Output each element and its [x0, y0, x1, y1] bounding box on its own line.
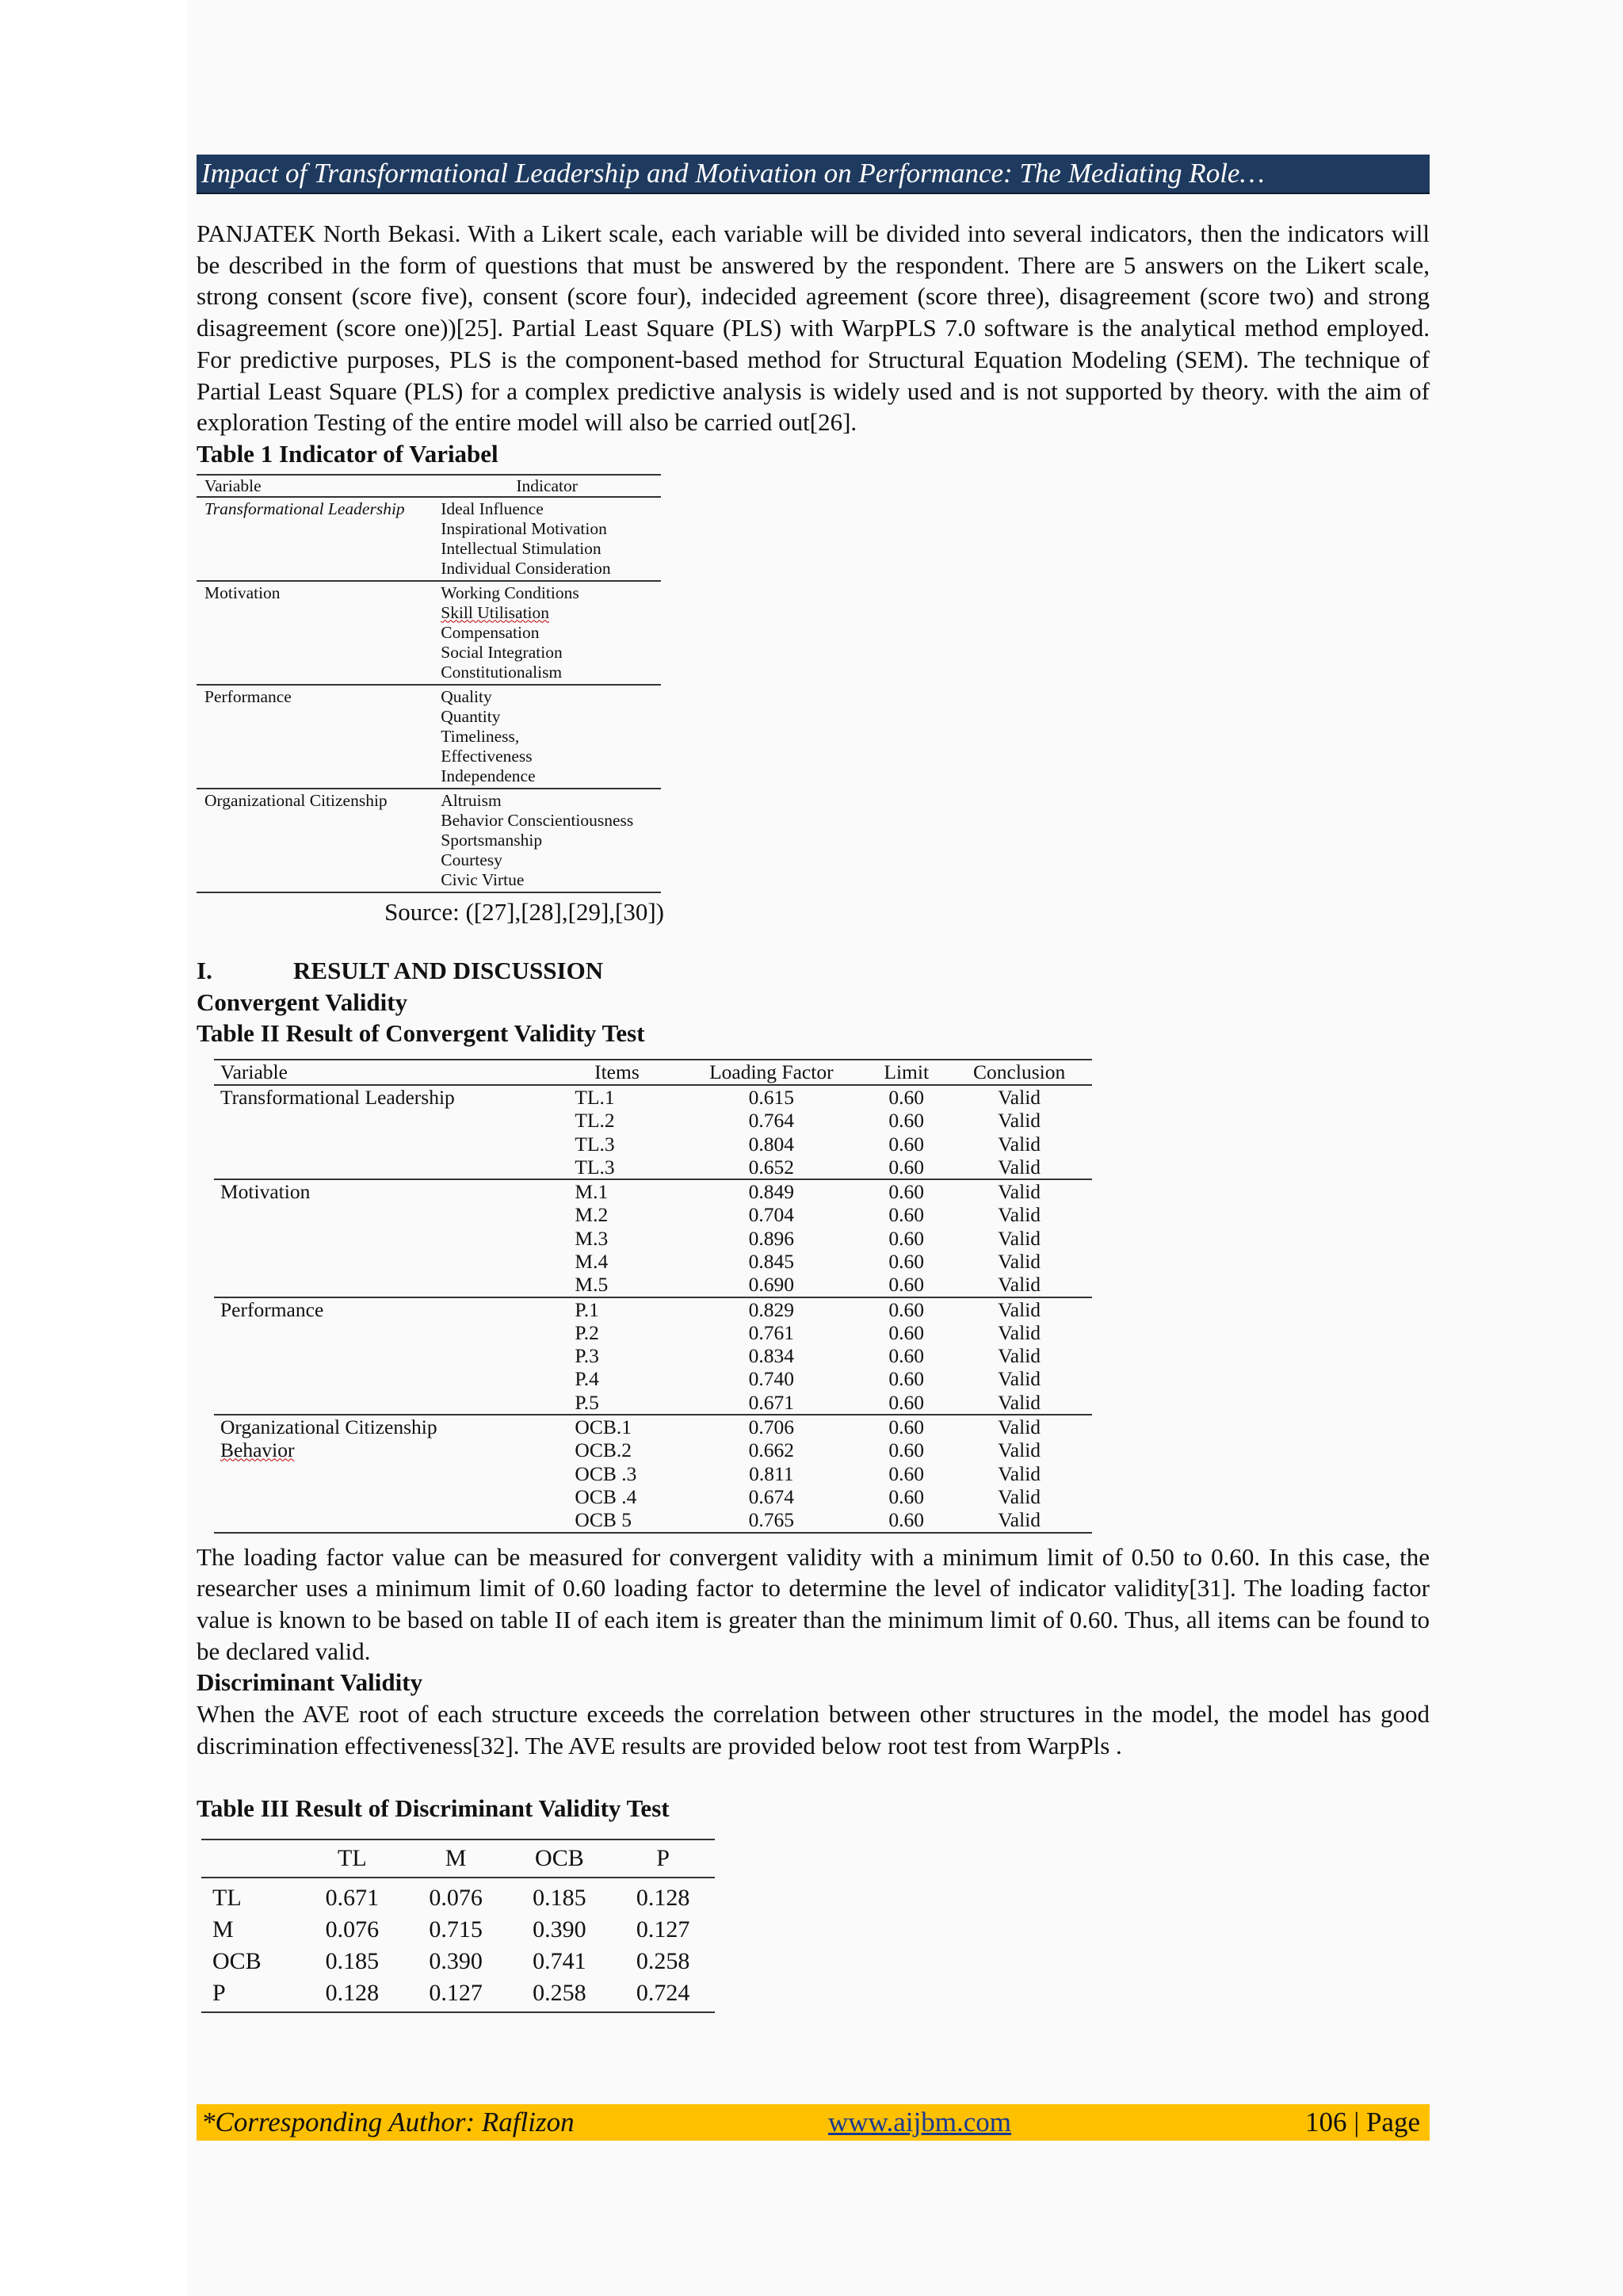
table1-group-row: [197, 789, 661, 892]
table1-indicator: Skill Utilisation: [441, 603, 550, 623]
table-row: [214, 1508, 1092, 1532]
table2-item: TL.3: [557, 1156, 676, 1179]
table1-variable-cell: Organizational Citizenship: [197, 789, 433, 892]
table2-col-variable: Variable: [214, 1060, 557, 1085]
table2-loading-factor: 0.811: [749, 1461, 794, 1485]
table2-limit: 0.60: [888, 1438, 925, 1462]
table2-col-items: Items: [557, 1060, 676, 1085]
table1-indicator: Altruism: [441, 791, 502, 811]
table2-loading-factor: 0.615: [748, 1085, 795, 1109]
table2-conclusion: Valid: [998, 1367, 1041, 1391]
table3-header-row: [201, 1839, 715, 1878]
table2-variable-cell: [214, 1109, 557, 1132]
table2-variable-cell: Transformational Leadership: [220, 1085, 455, 1109]
table2-item: M.2: [575, 1203, 609, 1227]
table3-row-header: OCB: [212, 1947, 262, 1974]
table1-indicator: Civic Virtue: [441, 870, 525, 890]
table-row: [214, 1250, 1092, 1273]
table3-cell: 0.076: [429, 1884, 483, 1911]
table2-variable-cell: [214, 1321, 557, 1344]
table2-conclusion: Valid: [998, 1438, 1041, 1462]
footer-page-number: 106 | Page: [1304, 2107, 1420, 2137]
table2-item: TL.1: [575, 1085, 615, 1109]
table2-body: [214, 1085, 1092, 1533]
table2-loading-factor: 0.671: [676, 1391, 866, 1415]
table3-cell: 0.715: [429, 1916, 483, 1943]
table2-conclusion: Valid: [998, 1461, 1041, 1485]
table2-loading-factor: 0.764: [748, 1109, 795, 1133]
table1-indicator: Compensation: [441, 623, 540, 643]
discriminant-paragraph: [197, 1698, 1430, 1761]
table1-variable-cell: Transformational Leadership: [197, 497, 433, 581]
table1-variable-cell: Motivation: [197, 581, 433, 685]
section-heading: [197, 955, 1430, 987]
table2-loading-factor: 0.706: [748, 1415, 795, 1439]
table2-limit: 0.60: [888, 1461, 925, 1485]
table2-conclusion: Valid: [998, 1320, 1041, 1344]
running-footer: [197, 2104, 1430, 2141]
table1-indicator: Independence: [441, 766, 536, 786]
table2-item: M.1: [575, 1180, 609, 1204]
table2-variable-cell: [214, 1203, 557, 1226]
table-row: [214, 1415, 1092, 1438]
table1-indicator: Constitutionalism: [441, 663, 563, 682]
document-page: [197, 155, 1430, 2013]
table2-item: OCB.2: [575, 1438, 632, 1462]
subsection-convergent-validity: Convergent Validity: [197, 988, 408, 1016]
table1-indicator: Sportsmanship: [441, 831, 543, 850]
table2-limit: 0.60: [866, 1508, 946, 1532]
table2-item: P.4: [575, 1367, 599, 1391]
convergent-paragraph: [197, 1541, 1430, 1668]
table2-variable-cell: [214, 1133, 557, 1156]
table2-variable-cell: [214, 1156, 557, 1179]
table-row: [214, 1462, 1092, 1485]
table2-loading-factor: 0.765: [676, 1508, 866, 1532]
table-row: [214, 1367, 1092, 1390]
table2-item: OCB .4: [575, 1484, 637, 1508]
table2-loading-factor: 0.845: [748, 1250, 795, 1273]
table1-caption: Table 1 Indicator of Variabel: [197, 439, 498, 468]
table2-conclusion: Valid: [998, 1344, 1041, 1368]
table3-cell: 0.076: [325, 1916, 380, 1943]
footer-website-link[interactable]: www.aijbm.com: [828, 2107, 1012, 2137]
table2-loading-factor: 0.896: [748, 1226, 795, 1250]
table2-conclusion: Valid: [998, 1203, 1041, 1227]
table2-conclusion: Valid: [998, 1484, 1041, 1508]
table3-col-blank: [201, 1839, 300, 1878]
table2-conclusion: Valid: [998, 1085, 1041, 1109]
table2-variable-cell: [214, 1485, 557, 1508]
table1-indicator-cell: [433, 497, 661, 581]
table2-variable-cell: Organizational Citizenship: [220, 1415, 437, 1439]
subsection-discriminant-validity: Discriminant Validity: [197, 1668, 423, 1697]
table-row: [214, 1344, 1092, 1367]
table2-loading-factor: 0.849: [748, 1180, 795, 1204]
table-row: [214, 1391, 1092, 1415]
table-row: [201, 1914, 715, 1946]
table1-col-variable: Variable: [197, 475, 433, 497]
table3-cell: 0.128: [636, 1884, 690, 1911]
table-row: [214, 1321, 1092, 1344]
table3-cell: 0.185: [325, 1947, 380, 1974]
table2-variable-cell: [214, 1344, 557, 1367]
table-row: [214, 1156, 1092, 1179]
table3-cell: 0.390: [429, 1947, 483, 1974]
section-title: RESULT AND DISCUSSION: [293, 957, 604, 985]
discriminant-paragraph-text: When the AVE root of each structure exceeds the correlation between other structures in the model, the model has good discrimination effectiveness[32]. The AVE results are provided below root test from WarpPls .: [197, 1699, 1430, 1759]
table2-loading-factor: 0.652: [676, 1156, 866, 1179]
table2-item: M.4: [575, 1250, 609, 1273]
table2-loading-factor: 0.704: [748, 1203, 795, 1227]
table2-loading-factor: 0.662: [748, 1438, 795, 1462]
running-header-title: Impact of Transformational Leadership and Motivation on Performance: The Mediating Role…: [201, 158, 1265, 189]
table2-item: OCB 5: [557, 1508, 676, 1532]
table-row: [214, 1109, 1092, 1132]
table2-conclusion: Valid: [998, 1297, 1041, 1321]
table-row: [201, 1946, 715, 1977]
table2-loading-factor: 0.804: [748, 1132, 795, 1156]
table3-cell: 0.185: [533, 1884, 586, 1911]
table2-conclusion: Valid: [946, 1156, 1092, 1179]
table1-indicator: Effectiveness: [441, 747, 533, 766]
table2-loading-factor: 0.674: [748, 1484, 795, 1508]
table2-limit: 0.60: [888, 1367, 925, 1391]
table2-item: P.2: [575, 1320, 599, 1344]
table3-body: [201, 1878, 715, 2012]
table2-limit: 0.60: [888, 1180, 925, 1204]
table2-conclusion: Valid: [998, 1250, 1041, 1273]
table2-loading-factor: 0.829: [748, 1297, 795, 1321]
table2-variable-cell: [214, 1273, 557, 1297]
table2-conclusion: Valid: [998, 1180, 1041, 1204]
table3-row-header: M: [212, 1916, 234, 1943]
table1-indicator: Individual Consideration: [441, 559, 611, 579]
table-row: [214, 1085, 1092, 1109]
table3-col-m: M: [404, 1839, 508, 1878]
table3-col-tl: TL: [300, 1839, 404, 1878]
table2-limit: 0.60: [888, 1415, 925, 1439]
section-number: I.: [197, 957, 212, 985]
table1-group-row: [197, 685, 661, 789]
table2-conclusion: Valid: [946, 1391, 1092, 1415]
table2-header-row: [214, 1060, 1092, 1085]
table1-indicator-cell: [433, 581, 661, 685]
table2-limit: 0.60: [866, 1156, 946, 1179]
table3-col-p: P: [611, 1839, 715, 1878]
table2-item: P.1: [575, 1297, 599, 1321]
table2-item: TL.3: [575, 1132, 615, 1156]
table-row: [201, 1878, 715, 1914]
table3-cell: 0.127: [636, 1916, 690, 1943]
table3-cell: 0.671: [325, 1884, 380, 1911]
table2-limit: 0.60: [866, 1391, 946, 1415]
table-row: [214, 1297, 1092, 1321]
table3-cell: 0.127: [404, 1977, 508, 2012]
running-header: [197, 155, 1430, 194]
table2-item: TL.2: [575, 1109, 615, 1133]
table2-limit: 0.60: [888, 1109, 925, 1133]
table3-cell: 0.128: [300, 1977, 404, 2012]
table2-conclusion: Valid: [946, 1508, 1092, 1532]
table-row: [214, 1273, 1092, 1297]
table3-cell: 0.258: [508, 1977, 612, 2012]
table-row: [214, 1133, 1092, 1156]
table1-group-row: [197, 581, 661, 685]
table3-caption: Table III Result of Discriminant Validity Test: [197, 1794, 670, 1823]
table1-indicator: Social Integration: [441, 643, 563, 663]
table3-row-header: P: [201, 1977, 300, 2012]
table2-convergent-validity: [214, 1059, 1092, 1534]
table2-item: M.3: [575, 1226, 609, 1250]
table2-limit: 0.60: [866, 1273, 946, 1297]
table2-limit: 0.60: [888, 1203, 925, 1227]
table2-conclusion: Valid: [998, 1226, 1041, 1250]
table1-indicator: Behavior Conscientiousness: [441, 811, 634, 831]
table2-loading-factor: 0.690: [676, 1273, 866, 1297]
table1-col-indicator: Indicator: [433, 475, 661, 497]
table1-indicator: Timeliness,: [441, 727, 520, 747]
table1-variable-cell: Performance: [197, 685, 433, 789]
table2-col-conclusion: Conclusion: [946, 1060, 1092, 1085]
table1-source: Source: ([27],[28],[29],[30]): [384, 898, 664, 926]
table1-indicator: Ideal Influence: [441, 499, 544, 519]
convergent-paragraph-text: The loading factor value can be measured for convergent validity with a minimum limit of 0.50 to 0.60. In this case, the researcher uses a minimum limit of 0.60 loading factor to determine the level of indicator validity[31]. The loading factor value is known to be based on table II of each item is greater than the minimum limit of 0.60. Thus, all items can be found to be declared valid.: [197, 1542, 1430, 1665]
table2-item: P.5: [557, 1391, 676, 1415]
table2-loading-factor: 0.740: [748, 1367, 795, 1391]
table3-discriminant-validity: [201, 1839, 715, 2013]
table3-row-header: TL: [212, 1884, 242, 1911]
table1-group-row: [197, 497, 661, 581]
table2-col-loading-factor: Loading Factor: [676, 1060, 866, 1085]
table2-variable-cell: [214, 1227, 557, 1250]
table1-indicator: Courtesy: [441, 850, 502, 870]
table2-item: OCB.1: [575, 1415, 632, 1439]
table1-indicator-of-variable: [197, 474, 661, 893]
table3-col-ocb: OCB: [508, 1839, 612, 1878]
table2-caption: Table II Result of Convergent Validity Test: [197, 1019, 645, 1048]
table2-limit: 0.60: [888, 1226, 925, 1250]
table-row: [214, 1485, 1092, 1508]
table3-cell: 0.724: [611, 1977, 715, 2012]
table2-variable-cell: Performance: [220, 1297, 324, 1321]
table2-conclusion: Valid: [998, 1132, 1041, 1156]
table1-body: [197, 497, 661, 892]
table3-cell: 0.390: [533, 1916, 586, 1943]
table1-indicator: Quality: [441, 687, 492, 707]
table1-indicator: Intellectual Stimulation: [441, 539, 601, 559]
table-row: [214, 1438, 1092, 1461]
table1-indicator-cell: [433, 685, 661, 789]
table2-variable-cell: Motivation: [220, 1180, 311, 1204]
table2-item: OCB .3: [575, 1461, 637, 1485]
table2-limit: 0.60: [888, 1320, 925, 1344]
table-row: [214, 1227, 1092, 1250]
table2-limit: 0.60: [888, 1132, 925, 1156]
table-row: [201, 1977, 715, 2012]
table2-conclusion: Valid: [946, 1273, 1092, 1297]
table2-limit: 0.60: [888, 1250, 925, 1273]
table2-loading-factor: 0.834: [748, 1344, 795, 1368]
table2-col-limit: Limit: [866, 1060, 946, 1085]
table3-cell: 0.258: [636, 1947, 690, 1974]
footer-author: *Corresponding Author: Raflizon: [201, 2107, 575, 2137]
table1-indicator-cell: [433, 789, 661, 892]
table1-header-row: [197, 475, 661, 497]
table-row: [214, 1179, 1092, 1203]
table2-limit: 0.60: [888, 1297, 925, 1321]
intro-paragraph: [197, 218, 1430, 438]
table2-variable-cell: [214, 1462, 557, 1485]
table2-item: P.3: [575, 1344, 599, 1368]
table1-indicator: Quantity: [441, 707, 501, 727]
table2-limit: 0.60: [888, 1085, 925, 1109]
table2-variable-cell: Behavior: [220, 1438, 295, 1462]
table2-variable-cell: [214, 1367, 557, 1390]
table2-conclusion: Valid: [998, 1109, 1041, 1133]
table-row: [214, 1203, 1092, 1226]
table2-limit: 0.60: [888, 1484, 925, 1508]
intro-paragraph-text: PANJATEK North Bekasi. With a Likert scale, each variable will be divided into several indicators, then the indicators will be described in the form of questions that must be answered by the respondent. There are 5 answers on the Likert scale, strong consent (score five), consent (score four), indecided agreement (score three), disagreement (score two) and strong disagreement (score one))[25]. Partial Least Square (PLS) with WarpPLS 7.0 software is the analytical method employed. For predictive purposes, PLS is the component-based method for Structural Equation Modeling (SEM). The technique of Partial Least Square (PLS) for a complex predictive analysis is widely used and is not supported by theory. with the aim of exploration Testing of the entire model will also be carried out[26].: [197, 220, 1430, 437]
table2-variable-cell: [214, 1508, 557, 1532]
table2-loading-factor: 0.761: [748, 1320, 795, 1344]
table2-item: M.5: [557, 1273, 676, 1297]
table1-indicator: Working Conditions: [441, 583, 579, 603]
table3-cell: 0.741: [533, 1947, 586, 1974]
table2-variable-cell: [214, 1391, 557, 1415]
table1-indicator: Inspirational Motivation: [441, 519, 607, 539]
table2-variable-cell: [214, 1250, 557, 1273]
table2-limit: 0.60: [888, 1344, 925, 1368]
table2-conclusion: Valid: [998, 1415, 1041, 1439]
